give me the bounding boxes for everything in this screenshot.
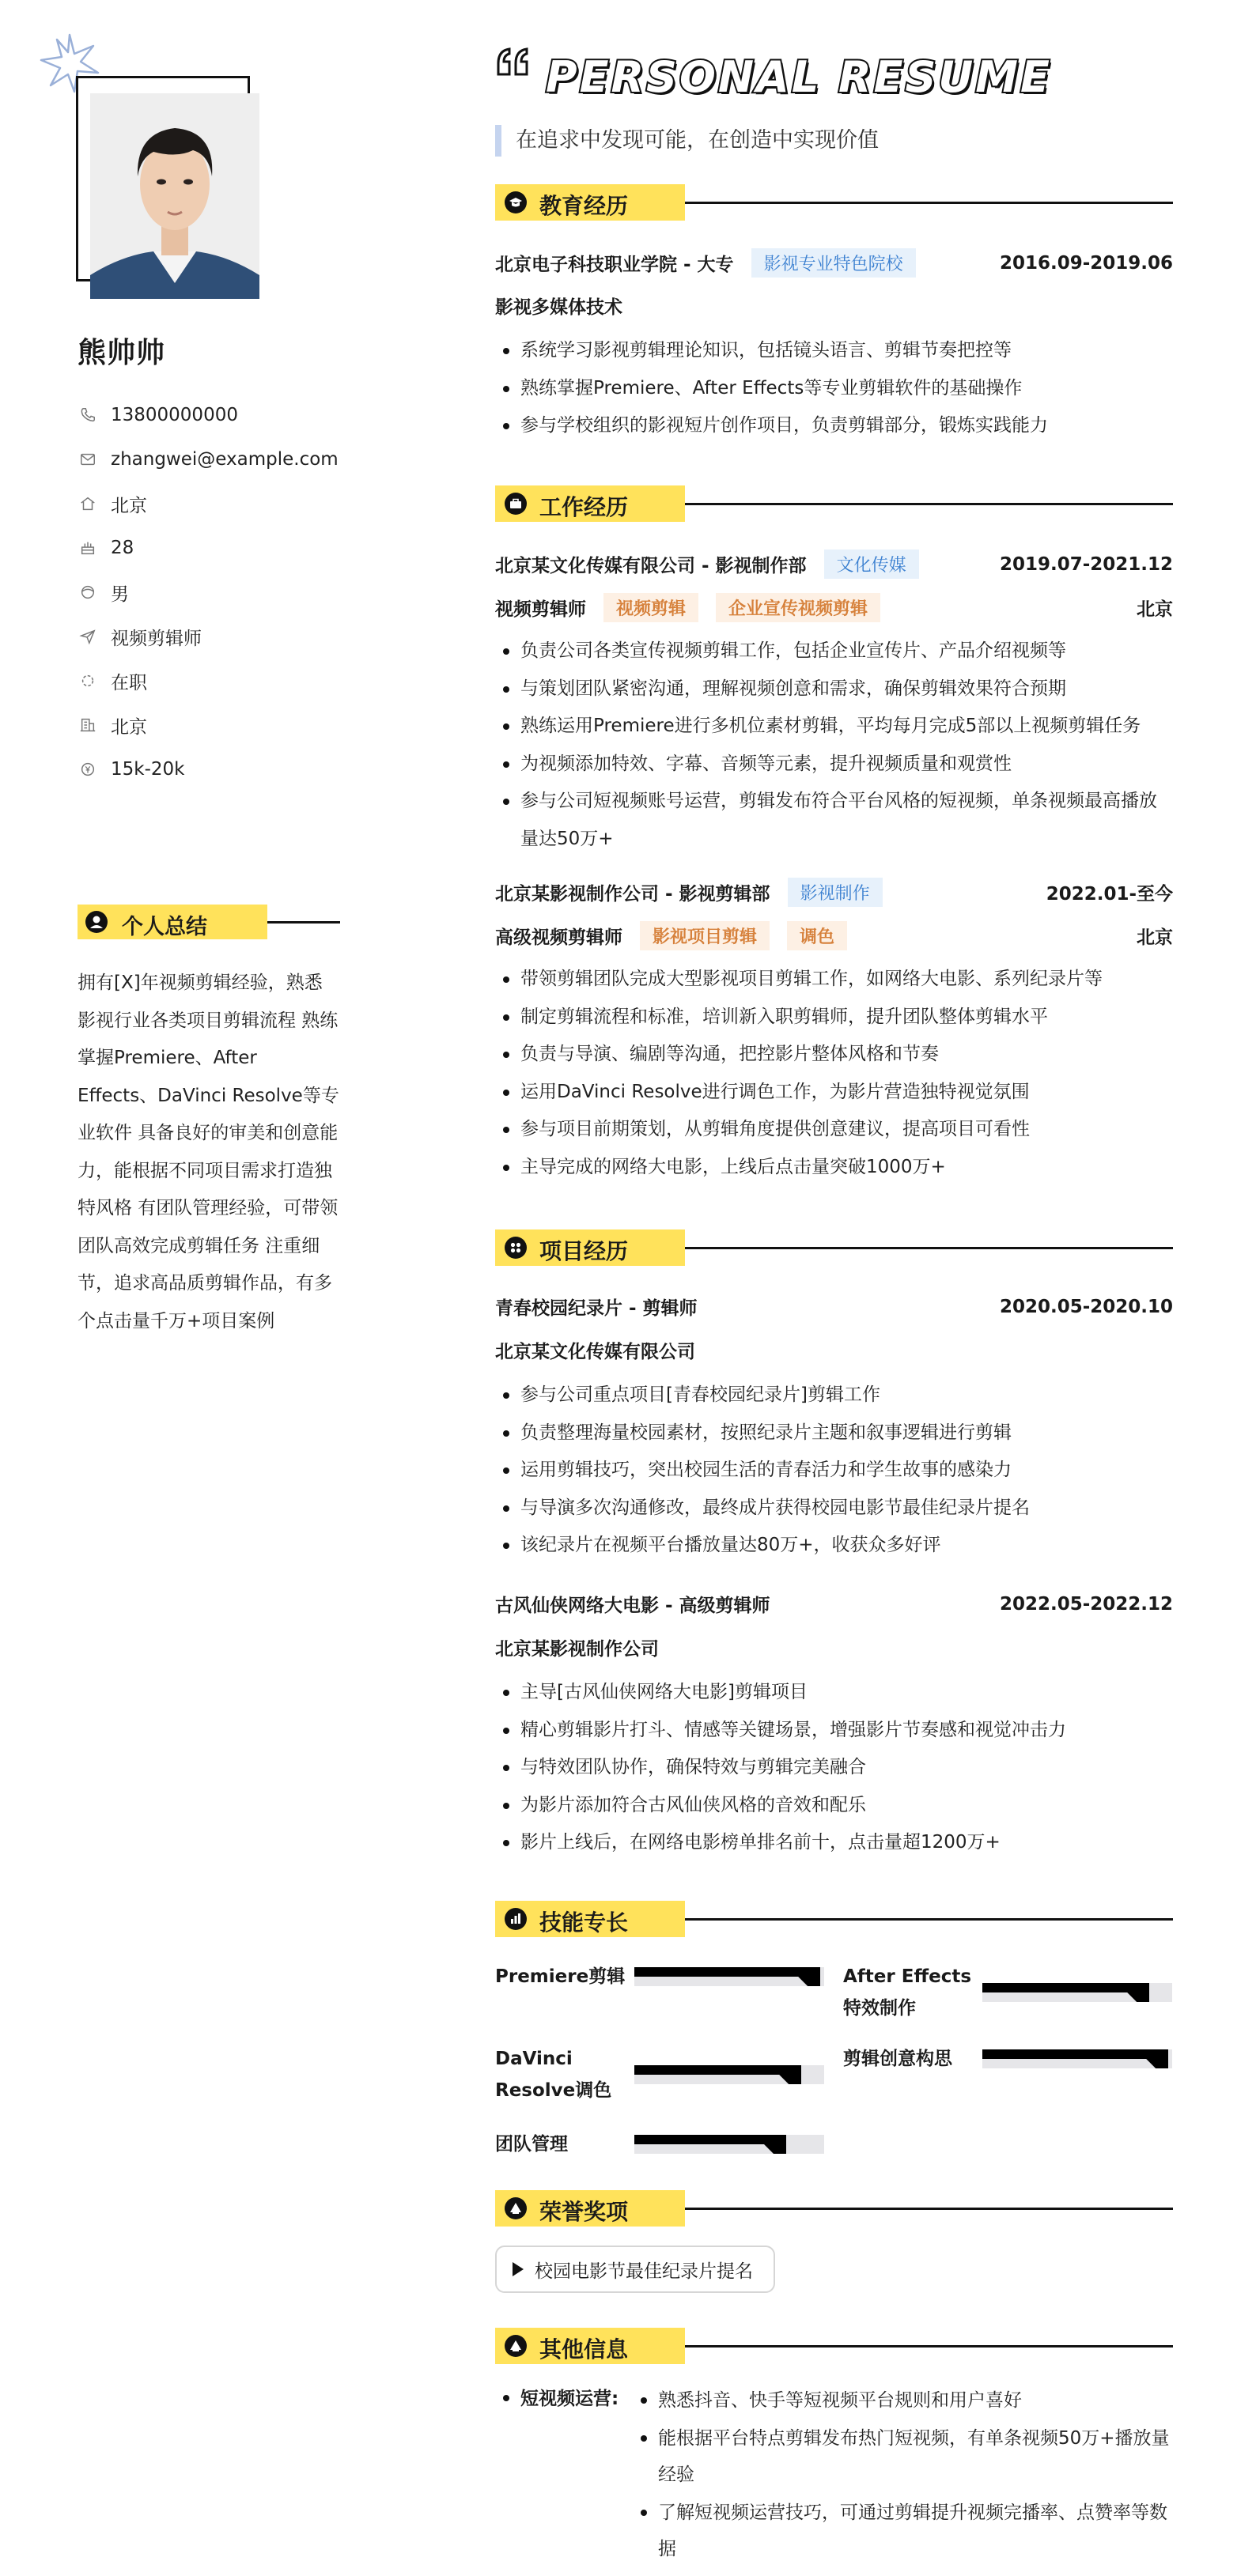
education-major: 影视多媒体技术 (495, 297, 622, 318)
job-1-date: 2019.07-2021.12 (999, 553, 1173, 575)
cake-icon (78, 538, 98, 558)
education-major-row (495, 293, 1173, 319)
job-1-tag: 文化传媒 (824, 550, 919, 579)
award-icon (505, 2197, 527, 2219)
skills-title: 技能专长 (539, 1909, 629, 1936)
project-2-org: 北京某影视制作公司 (495, 1639, 659, 1660)
job-1-city: 北京 (1137, 599, 1173, 620)
project-2-name: 古风仙侠网络大电影 - 高级剪辑师 (495, 1596, 770, 1616)
job-2-bullets (495, 961, 1173, 1186)
info-location-text: 北京 (111, 495, 147, 516)
info-icon (505, 2335, 527, 2357)
skill-bar-fill (634, 1967, 820, 1986)
info-gender (78, 570, 339, 614)
skill-bar-track (634, 2065, 824, 2084)
summary-title: 个人总结 (122, 915, 207, 939)
bar-chart-icon (505, 1908, 527, 1930)
resume-title: PERSONAL RESUME (546, 52, 1052, 102)
job-2-role-tag: 调色 (787, 921, 847, 950)
send-icon (78, 626, 98, 647)
job-1-role-tag: 视频剪辑 (603, 593, 698, 622)
project-1-org-row (495, 1337, 1173, 1363)
skill-item (495, 2128, 824, 2160)
skill-label: After Effects特效制作 (843, 1966, 972, 2019)
job-2-header-row (495, 878, 1173, 907)
info-phone-text: 13800000000 (111, 405, 238, 425)
info-phone (78, 393, 339, 437)
graduation-cap-icon (505, 191, 527, 213)
job-1-company: 北京某文化传媒有限公司 - 影视制作部 (495, 556, 807, 576)
list-item: 能根据平台特点剪辑发布热门短视频，有单条视频50万+播放量经验 (633, 2420, 1173, 2493)
other-section-header (495, 2328, 1173, 2364)
info-age (78, 526, 339, 570)
skill-label: 剪辑创意构思 (843, 2049, 952, 2069)
other-title: 其他信息 (539, 2336, 629, 2363)
job-1-bullets (495, 633, 1173, 858)
skill-bar-fill (634, 2135, 786, 2154)
list-item: 影片上线后，在网络电影榜单排名前十，点击量超1200万+ (495, 1824, 1173, 1862)
job-2-tag: 影视制作 (788, 878, 883, 907)
list-item: 熟悉抖音、快手等短视频平台规则和用户喜好 (633, 2382, 1173, 2419)
skill-item (495, 1961, 824, 1992)
list-item: 系统学习影视剪辑理论知识，包括镜头语言、剪辑节奏把控等 (495, 332, 1173, 370)
job-2-city: 北京 (1137, 927, 1173, 948)
list-item: 负责整理海量校园素材，按照纪录片主题和叙事逻辑进行剪辑 (495, 1415, 1173, 1452)
home-icon (78, 493, 98, 514)
list-item: 负责公司各类宣传视频剪辑工作，包括企业宣传片、产品介绍视频等 (495, 633, 1173, 670)
list-item: 与导演多次沟通修改，最终成片获得校园电影节最佳纪录片提名 (495, 1490, 1173, 1528)
skill-label: DaVinci Resolve调色 (495, 2049, 612, 2101)
education-bullets (495, 332, 1173, 445)
education-title: 教育经历 (539, 193, 629, 219)
list-item: 与策划团队紧密沟通，理解视频创意和需求，确保剪辑效果符合预期 (495, 670, 1173, 708)
status-icon (78, 670, 98, 691)
skill-item (843, 1961, 1172, 2024)
list-item: 该纪录片在视频平台播放量达80万+，收获众多好评 (495, 1527, 1173, 1565)
info-salary (78, 747, 339, 791)
list-item: 主导[古风仙侠网络大电影]剪辑项目 (495, 1674, 1173, 1712)
project-1-header-row (495, 1294, 1173, 1320)
work-title: 工作经历 (539, 494, 629, 520)
school-name: 北京电子科技职业学院 - 大专 (495, 255, 734, 275)
info-location (78, 482, 339, 526)
phone-icon (78, 405, 98, 425)
skill-bar-track (634, 2135, 824, 2154)
job-2-date: 2022.01-至今 (1046, 884, 1173, 905)
summary-section-header (78, 905, 340, 939)
honors-title: 荣誉奖项 (539, 2199, 629, 2225)
skills-section-header (495, 1901, 1173, 1937)
candidate-name: 熊帅帅 (78, 337, 166, 369)
contact-info-list (78, 393, 339, 791)
mail-icon (78, 449, 98, 470)
user-icon (85, 911, 108, 933)
projects-title: 项目经历 (539, 1238, 629, 1264)
project-1-name: 青春校园纪录片 - 剪辑师 (495, 1298, 698, 1319)
info-city (78, 703, 339, 747)
info-job (78, 614, 339, 659)
project-1-bullets (495, 1377, 1173, 1565)
project-2-header-row (495, 1591, 1173, 1617)
list-item: 为视频添加特效、字幕、音频等元素，提升视频质量和观赏性 (495, 746, 1173, 784)
list-item: 主导完成的网络大电影，上线后点击量突破1000万+ (495, 1149, 1173, 1187)
avatar (90, 93, 259, 299)
list-item: 负责与导演、编剧等沟通，把控影片整体风格和节奏 (495, 1036, 1173, 1074)
skill-bar-track (982, 2049, 1172, 2068)
salary-icon (78, 759, 98, 780)
skill-bar-track (982, 1983, 1172, 2002)
info-email-text: zhangwei@example.com (111, 449, 339, 470)
list-item: 了解短视频运营技巧，可通过剪辑提升视频完播率、点赞率等数据 (633, 2495, 1173, 2567)
list-item: 参与项目前期策划，从剪辑角度提供创意建议，提高项目可看性 (495, 1111, 1173, 1149)
briefcase-icon (505, 493, 527, 515)
projects-section-header (495, 1229, 1173, 1266)
work-section-header (495, 485, 1173, 522)
project-1-date: 2020.05-2020.10 (999, 1296, 1173, 1317)
info-gender-text: 男 (111, 584, 129, 605)
job-2-role-tag: 影视项目剪辑 (640, 921, 770, 950)
info-status-text: 在职 (111, 672, 147, 693)
list-item: 运用DaVinci Resolve进行调色工作，为影片营造独特视觉氛围 (495, 1074, 1173, 1112)
list-item: 运用剪辑技巧，突出校园生活的青春活力和学生故事的感染力 (495, 1452, 1173, 1490)
skill-item (495, 2043, 824, 2106)
info-age-text: 28 (111, 538, 134, 558)
job-1-role: 视频剪辑师 (495, 599, 586, 620)
list-item: 熟练运用Premiere进行多机位素材剪辑，平均每月完成5部以上视频剪辑任务 (495, 708, 1173, 746)
skill-bar-track (634, 1967, 824, 1986)
skill-item (843, 2043, 1172, 2075)
info-salary-text: 15k-20k (111, 759, 185, 780)
gender-icon (78, 582, 98, 602)
list-item: 参与公司重点项目[青春校园纪录片]剪辑工作 (495, 1377, 1173, 1415)
quote-mark-icon (495, 46, 533, 77)
list-item: 熟练掌握Premiere、After Effects等专业剪辑软件的基础操作 (495, 370, 1173, 408)
honors-section-header (495, 2190, 1173, 2227)
tagline: 在追求中发现可能，在创造中实现价值 (495, 125, 879, 157)
skill-label: Premiere剪辑 (495, 1966, 626, 1987)
skill-bar-fill (982, 1983, 1149, 2002)
summary-text: 拥有[X]年视频剪辑经验，熟悉影视行业各类项目剪辑流程 熟练掌握Premiere、After Effects、DaVinci Resolve等专业软件 具备良好的审美和创意能力，能根据不同项目需求打造独特风格 有团队管理经验，可带领团队高效完成剪辑任务 注重细节，追求高品质剪辑作品，有多个点击量千万+项目案例 (78, 973, 339, 1331)
project-2-bullets (495, 1674, 1173, 1862)
school-tag: 影视专业特色院校 (751, 248, 916, 278)
project-1-org: 北京某文化传媒有限公司 (495, 1342, 695, 1362)
info-status (78, 659, 339, 703)
job-2-role-row (495, 921, 1173, 950)
job-1-header-row (495, 550, 1173, 579)
play-icon (513, 2262, 524, 2276)
grid-icon (505, 1237, 527, 1259)
education-date: 2016.09-2019.06 (999, 252, 1173, 274)
other-label: 短视频运营: (495, 2384, 619, 2410)
education-section-header (495, 184, 1173, 221)
list-item: 为影片添加符合古风仙侠风格的音效和配乐 (495, 1787, 1173, 1825)
job-2-role: 高级视频剪辑师 (495, 927, 622, 948)
honor-chip (495, 2246, 775, 2293)
list-item: 参与学校组织的影视短片创作项目，负责剪辑部分，锻炼实践能力 (495, 407, 1173, 445)
list-item: 精心剪辑影片打斗、情感等关键场景，增强影片节奏感和视觉冲击力 (495, 1712, 1173, 1750)
list-item: 与特效团队协作，确保特效与剪辑完美融合 (495, 1749, 1173, 1787)
list-item: 参与公司短视频账号运营，剪辑发布符合平台风格的短视频，单条视频最高播放量达50万+ (495, 783, 1173, 858)
other-bullets (633, 2382, 1173, 2569)
info-job-text: 视频剪辑师 (111, 628, 202, 649)
info-city-text: 北京 (111, 716, 147, 738)
job-1-role-tag: 企业宣传视频剪辑 (716, 593, 880, 622)
list-item: 制定剪辑流程和标准，培训新入职剪辑师，提升团队整体剪辑水平 (495, 999, 1173, 1037)
honor-text: 校园电影节最佳纪录片提名 (535, 2261, 753, 2282)
education-header-row (495, 248, 1173, 278)
skill-bar-fill (634, 2065, 801, 2084)
project-2-org-row (495, 1634, 1173, 1660)
list-item: 带领剪辑团队完成大型影视项目剪辑工作，如网络大电影、系列纪录片等 (495, 961, 1173, 999)
info-email (78, 437, 339, 482)
project-2-date: 2022.05-2022.12 (999, 1593, 1173, 1615)
skill-bar-fill (982, 2049, 1168, 2068)
job-1-role-row (495, 593, 1173, 622)
building-icon (78, 715, 98, 735)
skill-label: 团队管理 (495, 2134, 568, 2155)
job-2-company: 北京某影视制作公司 - 影视剪辑部 (495, 884, 770, 905)
